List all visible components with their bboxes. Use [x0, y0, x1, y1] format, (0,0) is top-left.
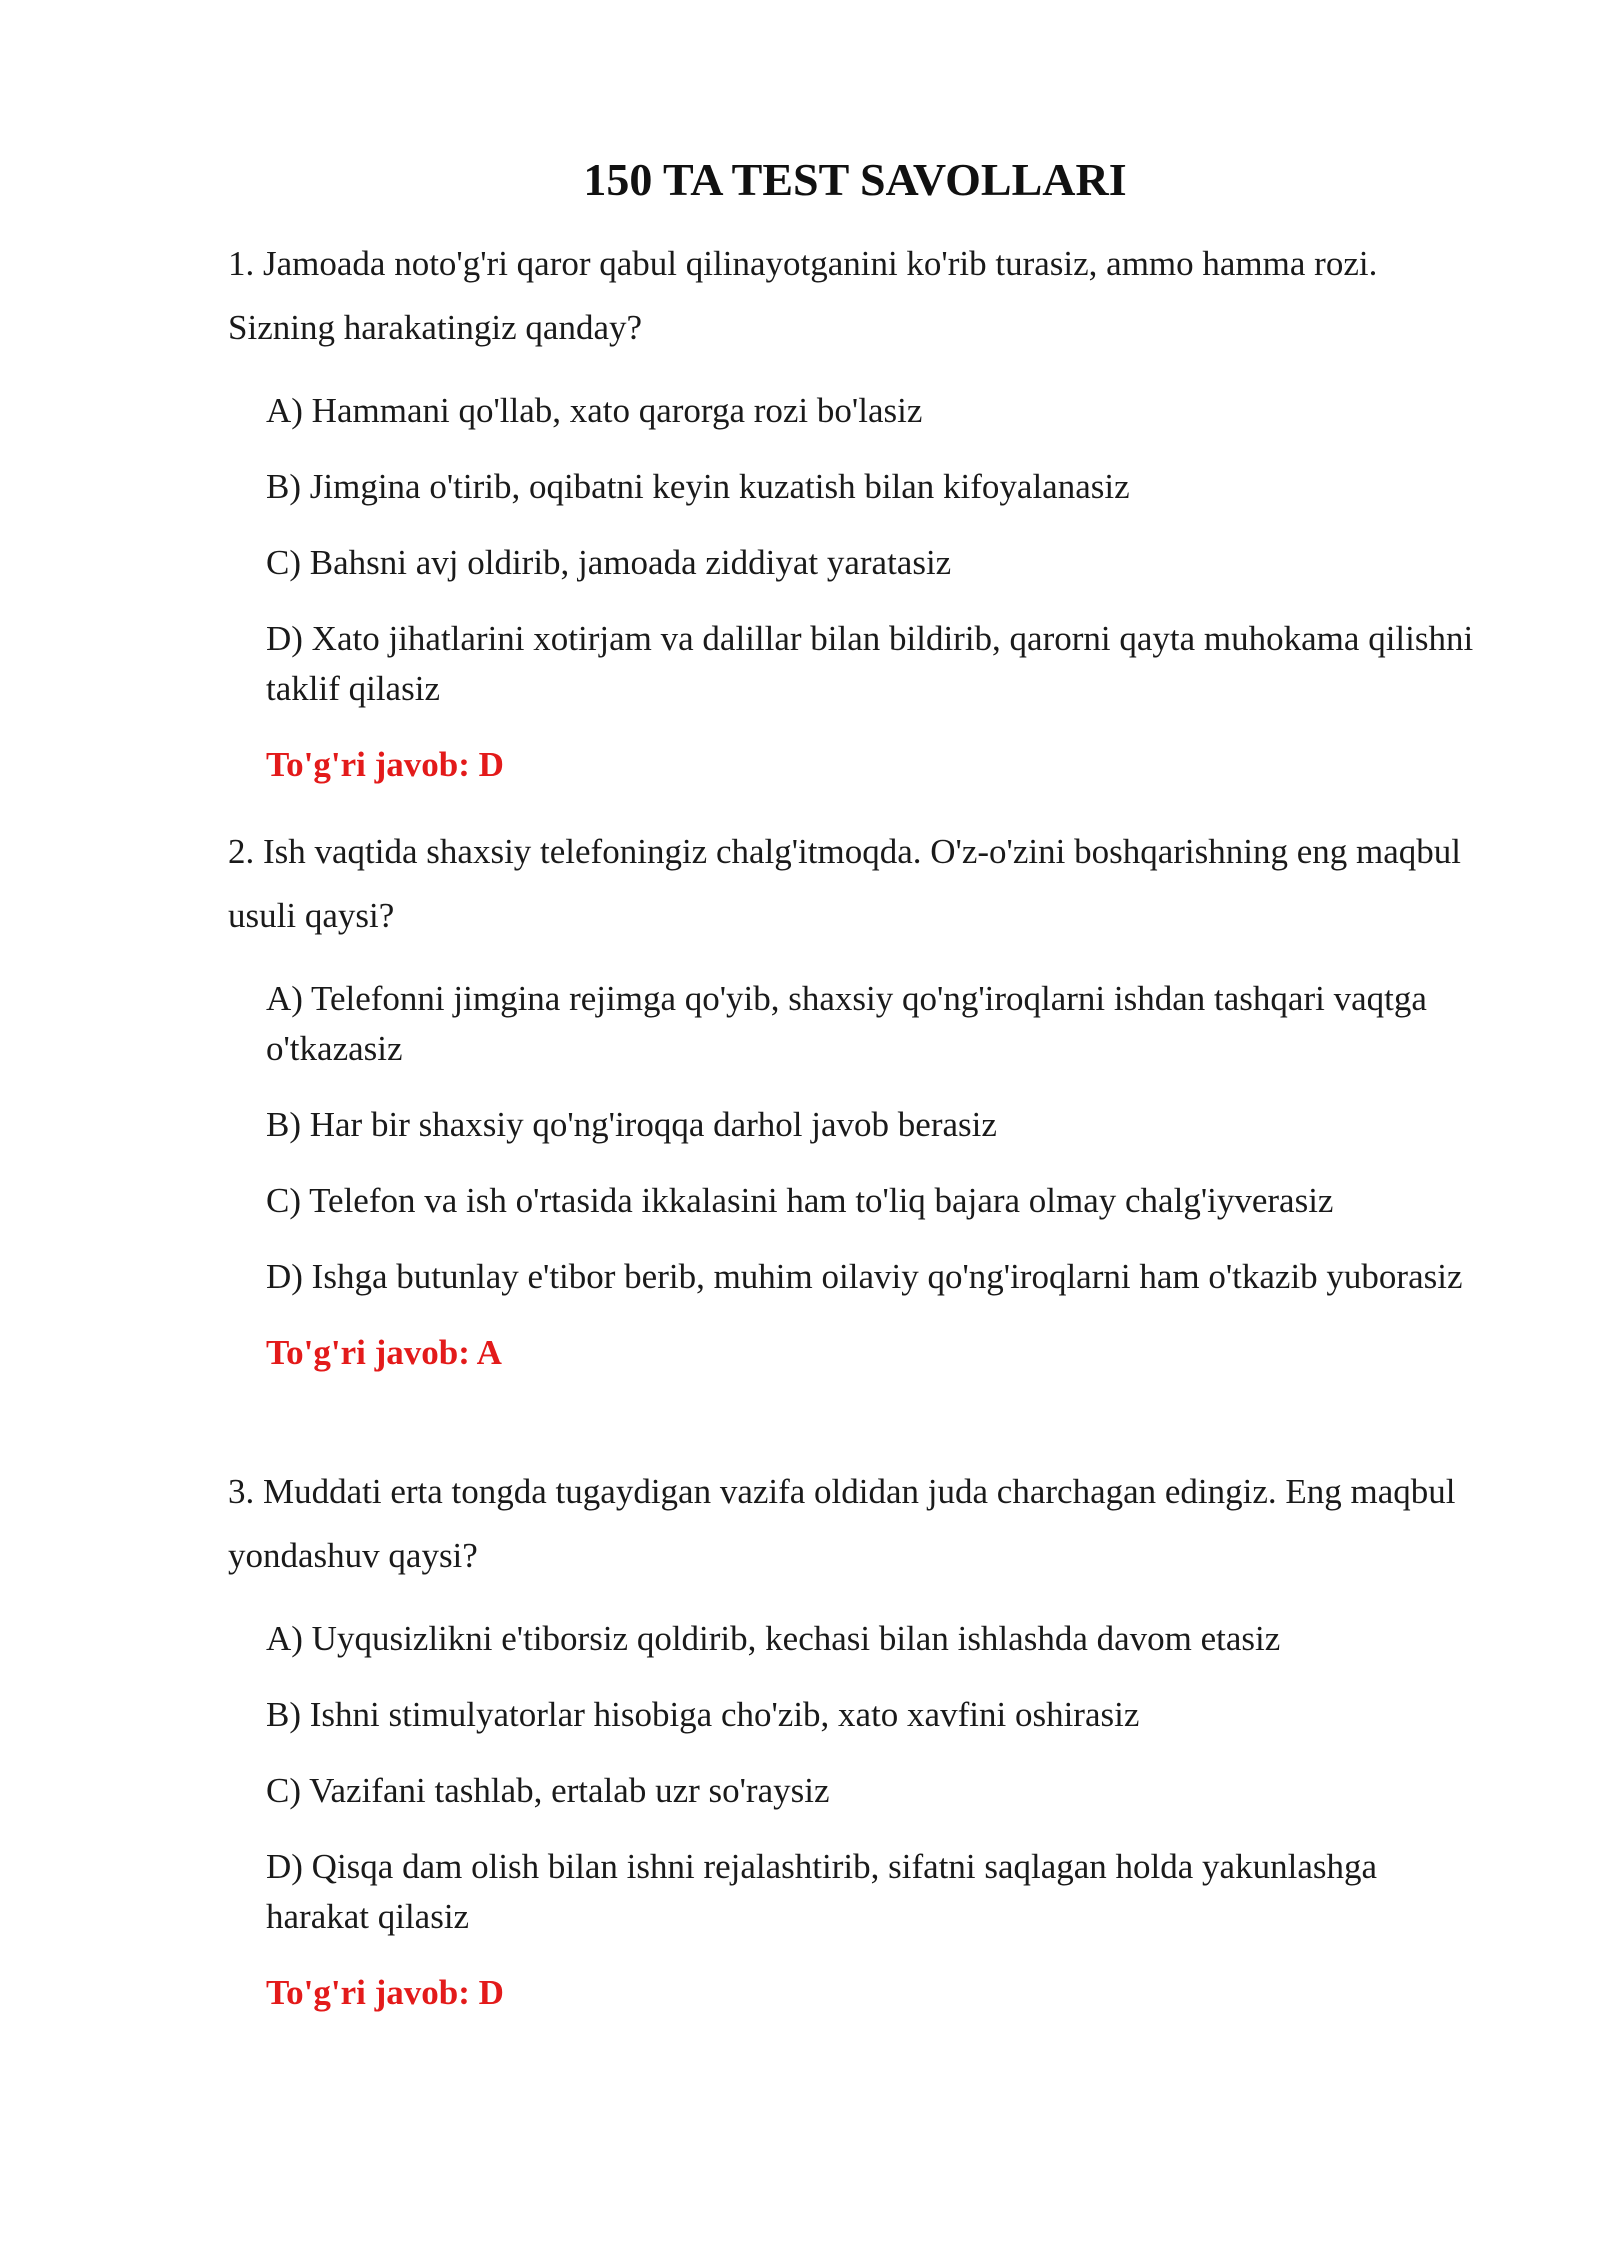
option-a: A) Telefonni jimgina rejimga qo'yib, shaxsiy qo'ng'iroqlarni ishdan tashqari vaqtga o'tkazasiz	[266, 979, 1427, 1068]
correct-answer: To'g'ri javob: A	[266, 1333, 502, 1372]
document-title: 150 TA TEST SAVOLLARI	[583, 154, 1127, 205]
question-1	[228, 232, 1474, 790]
option-d: D) Ishga butunlay e'tibor berib, muhim oilaviy qo'ng'iroqlarni ham o'tkazib yuborasiz	[266, 1257, 1463, 1296]
option-c: C) Bahsni avj oldirib, jamoada ziddiyat yaratasiz	[266, 543, 952, 582]
option-b: B) Ishni stimulyatorlar hisobiga cho'zib, xato xavfini oshirasiz	[266, 1695, 1140, 1734]
option-list	[266, 1614, 1488, 1942]
correct-answer: To'g'ri javob: D	[266, 745, 504, 784]
option-c: C) Telefon va ish o'rtasida ikkalasini ham to'liq bajara olmay chalg'iyverasiz	[266, 1181, 1334, 1220]
option-b: B) Jimgina o'tirib, oqibatni keyin kuzatish bilan kifoyalanasiz	[266, 467, 1130, 506]
correct-answer: To'g'ri javob: D	[266, 1973, 504, 2012]
option-a: A) Uyqusizlikni e'tiborsiz qoldirib, kechasi bilan ishlashda davom etasiz	[266, 1619, 1281, 1658]
option-b: B) Har bir shaxsiy qo'ng'iroqqa darhol javob berasiz	[266, 1105, 997, 1144]
question-text: 2. Ish vaqtida shaxsiy telefoningiz chalg'itmoqda. O'z-o'zini boshqarishning eng maqbul usuli qaysi?	[228, 832, 1461, 935]
question-3	[228, 1460, 1468, 2018]
option-d: D) Qisqa dam olish bilan ishni rejalashtirib, sifatni saqlagan holda yakunlashga harakat qilasiz	[266, 1847, 1378, 1936]
option-list	[266, 386, 1488, 714]
option-d: D) Xato jihatlarini xotirjam va dalillar bilan bildirib, qarorni qayta muhokama qilishni taklif qilasiz	[266, 619, 1474, 708]
option-a: A) Hammani qo'llab, xato qarorga rozi bo'lasiz	[266, 391, 923, 430]
option-c: C) Vazifani tashlab, ertalab uzr so'raysiz	[266, 1771, 830, 1810]
question-text: 1. Jamoada noto'g'ri qaror qabul qilinayotganini ko'rib turasiz, ammo hamma rozi. Sizning harakatingiz qanday?	[228, 244, 1378, 347]
question-text: 3. Muddati erta tongda tugaydigan vazifa oldidan juda charchagan edingiz. Eng maqbul yondashuv qaysi?	[228, 1472, 1456, 1575]
option-list	[266, 974, 1488, 1302]
question-2	[228, 820, 1468, 1378]
